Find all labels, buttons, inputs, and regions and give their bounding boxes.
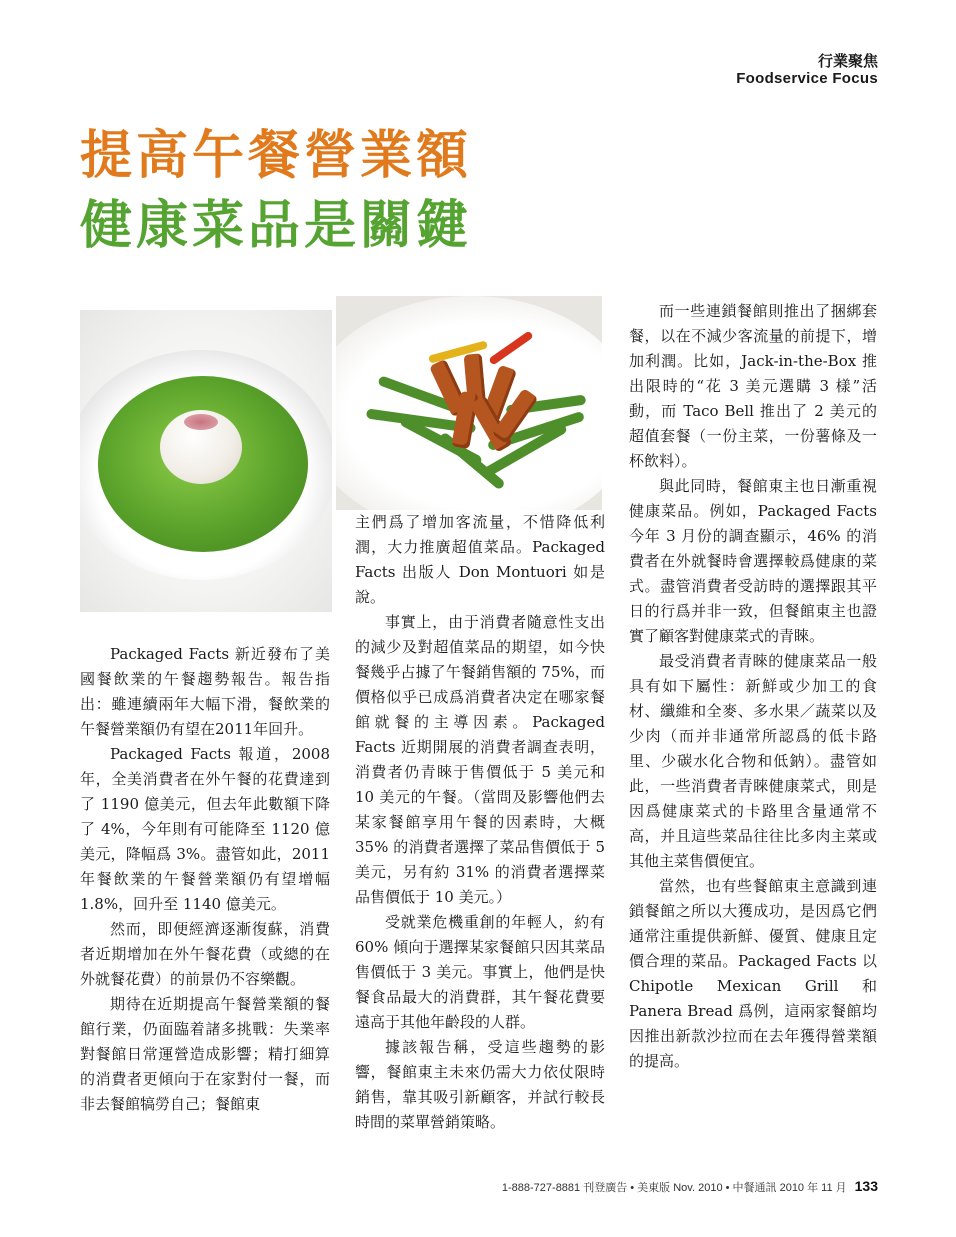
paragraph: 與此同時，餐館東主也日漸重視健康菜品。例如，Packaged Facts 今年 3 月份的調查顯示，46% 的消費者在外就餐時會選擇較爲健康的菜式。盡管消費者受訪時的選擇跟其平日的行爲并非一致，但餐館東主也證實了顧客對健康菜式的青睞。 xyxy=(629,477,877,645)
text-column-3 xyxy=(629,299,877,1074)
text-column-1 xyxy=(80,642,330,1117)
paragraph: 而一些連鎖餐館則推出了捆綁套餐，以在不減少客流量的前提下，增加利潤。比如，Jack-in-the-Box 推出限時的“花 3 美元選購 3 樣”活動，而 Taco Bell 推出了 2 美元的超值套餐（一份主菜，一份薯條及一杯飲料）。 xyxy=(629,302,877,470)
footer-text: 1-888-727-8881 刊登廣告 • 美東版 Nov. 2010 • 中餐通訊 2010 年 11 月 xyxy=(501,1182,847,1194)
paragraph: Packaged Facts 報道，2008 年，全美消費者在外午餐的花費達到了 1190 億美元，但去年此數額下降了 4%，今年則有可能降至 1120 億美元，降幅爲 3%。盡管如此，2011 年餐飲業的午餐營業額仍有望增幅 1.8%，回升至 1140 億美元。 xyxy=(80,745,330,913)
garnish xyxy=(184,414,218,430)
section-label-cn: 行業聚焦 xyxy=(817,52,878,70)
paragraph: 當然，也有些餐館東主意識到連鎖餐館之所以大獲成功，是因爲它們通常注重提供新鮮、優質、健康且定價合理的菜品。Packaged Facts 以 Chipotle Mexican Grill 和 Panera Bread 爲例，這兩家餐館均因推出新款沙拉而在去年獲得營業額的提高。 xyxy=(629,877,877,1070)
paragraph: 據該報告稱，受這些趨勢的影響，餐館東主未來仍需大力依仗限時銷售，靠其吸引新顧客，并試行較長時間的菜單營銷策略。 xyxy=(355,1038,605,1131)
paragraph: Packaged Facts 新近發布了美國餐飲業的午餐趨勢報告。報告指出：雖連續兩年大幅下滑，餐飲業的午餐營業額仍有望在2011年回升。 xyxy=(80,645,330,738)
headline-line-2: 健康菜品是關鍵 xyxy=(80,195,473,256)
tofu-dish-photo xyxy=(336,296,602,510)
paragraph: 最受消費者青睞的健康菜品一般具有如下屬性：新鮮或少加工的食材、纖維和全麥、多水果／蔬菜以及少肉（而并非通常所認爲的低卡路里、少碳水化合物和低鈉）。盡管如此，一些消費者青睞健康菜式，則是因爲健康菜式的卡路里含量通常不高，并且這些菜品往往比多肉主菜或其他主菜售價便宜。 xyxy=(629,652,877,870)
headline-line-1: 提高午餐營業額 xyxy=(80,125,473,186)
section-label-en: Foodservice Focus xyxy=(736,70,878,87)
paragraph: 事實上，由于消費者隨意性支出的減少及對超值菜品的期望，如今快餐幾乎占據了午餐銷售額的 75%，而價格似乎已成爲消費者决定在哪家餐館就餐的主導因素。Packaged Facts 近期開展的消費者調查表明，消費者仍青睞于售價低于 5 美元和 10 美元的午餐。（當問及影響他們去某家餐館享用午餐的因素時，大概 35% 的消費者選擇了菜品售價低于 5 美元，另有約 31% 的消費者選擇菜品售價低于 10 美元。） xyxy=(355,613,605,906)
paragraph: 主們爲了增加客流量，不惜降低利潤，大力推廣超值菜品。Packaged Facts 出版人 Don Montuori 如是說。 xyxy=(355,513,605,606)
page-number: 133 xyxy=(854,1178,878,1194)
paragraph: 然而，即便經濟逐漸復蘇，消費者近期增加在外午餐花費（或總的在外就餐花費）的前景仍不容樂觀。 xyxy=(80,920,330,988)
text-column-2 xyxy=(355,510,605,1135)
page-footer xyxy=(502,1178,878,1195)
paragraph: 期待在近期提高午餐營業額的餐館行業，仍面臨着諸多挑戰：失業率對餐館日常運營造成影響；精打細算的消費者更傾向于在家對付一餐，而非去餐館犒勞自己；餐館東 xyxy=(80,995,330,1113)
paragraph: 受就業危機重創的年輕人，約有 60% 傾向于選擇某家餐館只因其菜品售價低于 3 美元。事實上，他們是快餐食品最大的消費群，其午餐花費要遠高于其他年齡段的人群。 xyxy=(355,913,605,1031)
soup-photo xyxy=(80,310,332,612)
